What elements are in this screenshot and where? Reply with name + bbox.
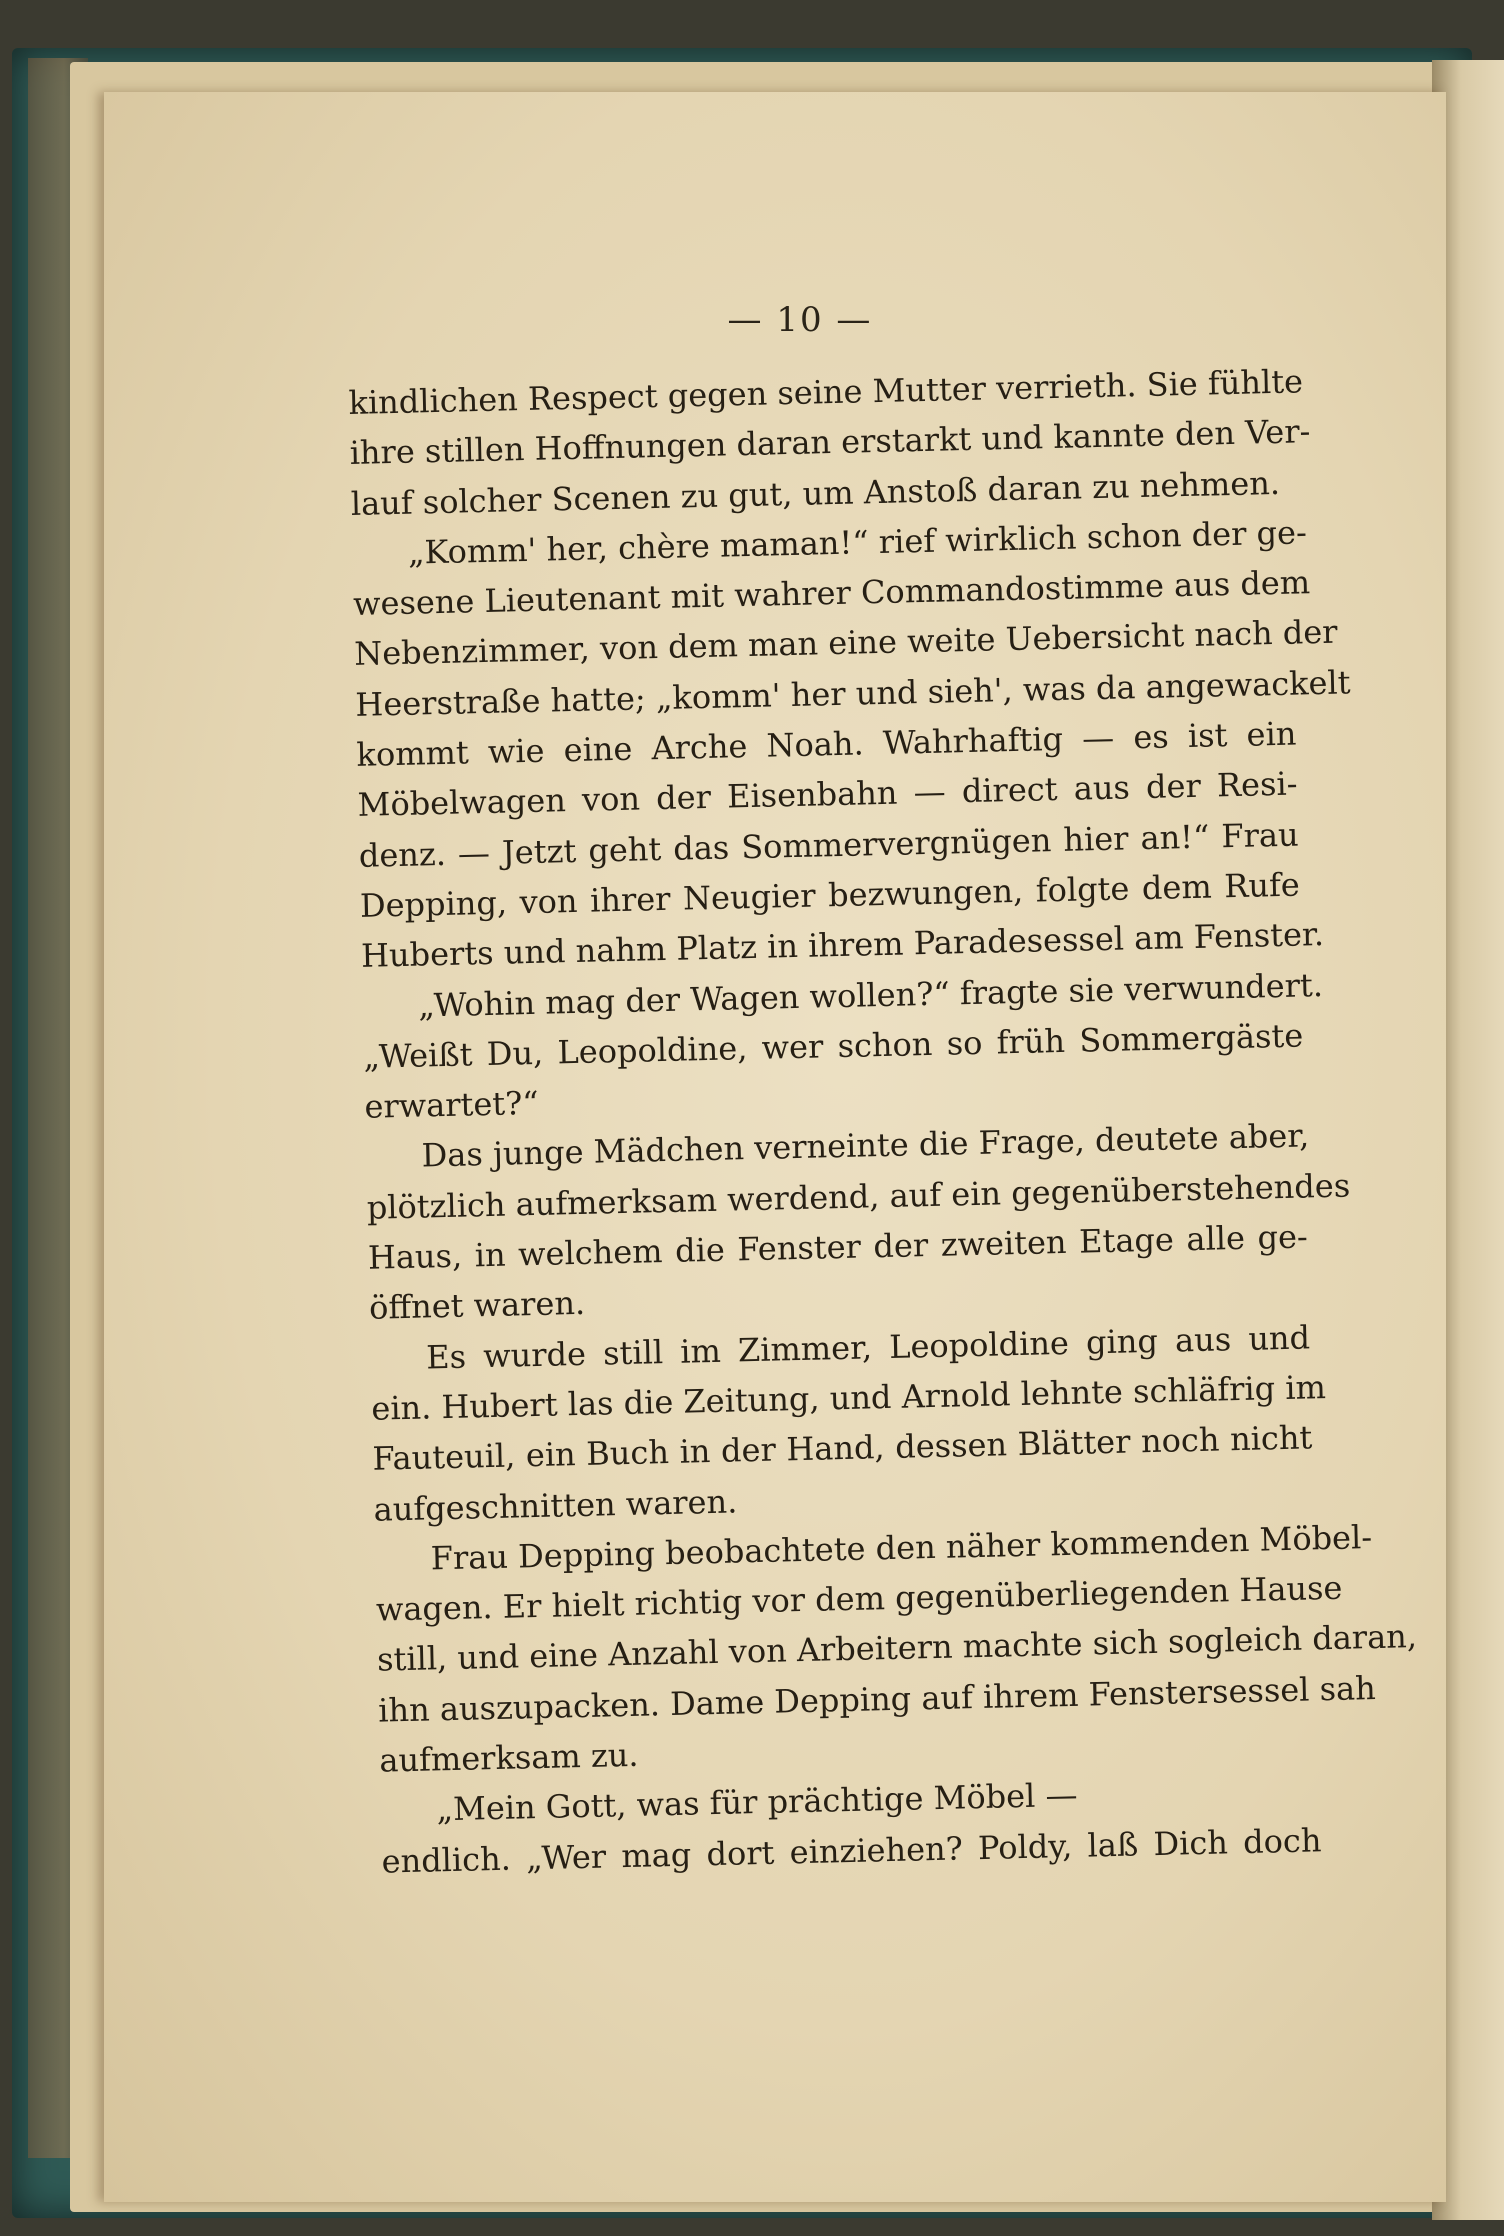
text-line: Fauteuil, ein Buch in der Hand, dessen Blätter noch nicht bbox=[372, 1418, 1313, 1478]
text-line: Heerstraße hatte; „komm' her und sieh', was da angewackelt bbox=[354, 663, 1351, 724]
text-line: kommt wie eine Arche Noah. Wahrhaftig — es ist ein bbox=[356, 714, 1297, 774]
text-line: „Komm' her, chère maman!“ rief wirklich schon der ge- bbox=[407, 513, 1308, 572]
text-line: denz. — Jetzt geht das Sommervergnügen hier an!“ Frau bbox=[358, 815, 1300, 875]
text-line: wagen. Er hielt richtig vor dem gegenüberliegenden Hause bbox=[375, 1568, 1343, 1629]
text-line: Nebenzimmer, von dem man eine weite Uebersicht nach der bbox=[353, 613, 1338, 674]
text-line: endlich. „Wer mag dort einziehen? Poldy, laß Dich doch bbox=[381, 1820, 1322, 1881]
text-line: Es wurde still im Zimmer, Leopoldine ging aus und bbox=[425, 1318, 1311, 1377]
text-line: „Mein Gott, was für prächtige Möbel — bbox=[436, 1776, 1078, 1829]
text-line: Das junge Mädchen verneinte die Frage, deutete aber, bbox=[421, 1116, 1310, 1175]
text-line: wesene Lieutenant mit wahrer Commandostimme aus dem bbox=[352, 563, 1311, 624]
text-line: erwartet?“ bbox=[364, 1084, 540, 1126]
text-line: Haus, in welchem die Fenster der zweiten Etage alle ge- bbox=[367, 1217, 1309, 1277]
text-line: aufgeschnitten waren. bbox=[373, 1481, 738, 1529]
page-number: — 10 — bbox=[727, 300, 873, 340]
text-line: kindlichen Respect gegen seine Mutter verrieth. Sie fühlte bbox=[348, 362, 1304, 422]
text-line: „Weißt Du, Leopoldine, wer schon so früh Sommergäste bbox=[362, 1016, 1304, 1076]
text-line: Frau Depping beobachtete den näher kommenden Möbel- bbox=[430, 1517, 1373, 1578]
text-line: „Wohin mag der Wagen wollen?“ fragte sie verwundert. bbox=[417, 965, 1324, 1025]
text-line: lauf solcher Scenen zu gut, um Anstoß daran zu nehmen. bbox=[350, 463, 1281, 523]
text-line: still, und eine Anzahl von Arbeitern machte sich sogleich daran, bbox=[376, 1617, 1418, 1680]
page-text bbox=[348, 357, 1418, 1887]
text-line: ihre stillen Hoffnungen daran erstarkt und kannte den Ver- bbox=[349, 412, 1311, 473]
text-line: Depping, von ihrer Neugier bezwungen, folgte dem Rufe bbox=[359, 865, 1301, 925]
text-line: öffnet waren. bbox=[368, 1284, 586, 1328]
text-line: ein. Hubert las die Zeitung, und Arnold lehnte schläfrig im bbox=[370, 1368, 1327, 1428]
text-line: plötzlich aufmerksam werdend, auf ein gegenüberstehendes bbox=[366, 1166, 1351, 1227]
text-line: aufmerksam zu. bbox=[378, 1735, 639, 1780]
text-line: Huberts und nahm Platz in ihrem Paradesessel am Fenster. bbox=[360, 915, 1325, 976]
text-line: ihn auszupacken. Dame Depping auf ihrem Fenstersessel sah bbox=[377, 1668, 1377, 1730]
text-line: Möbelwagen von der Eisenbahn — direct aus der Resi- bbox=[357, 764, 1298, 825]
